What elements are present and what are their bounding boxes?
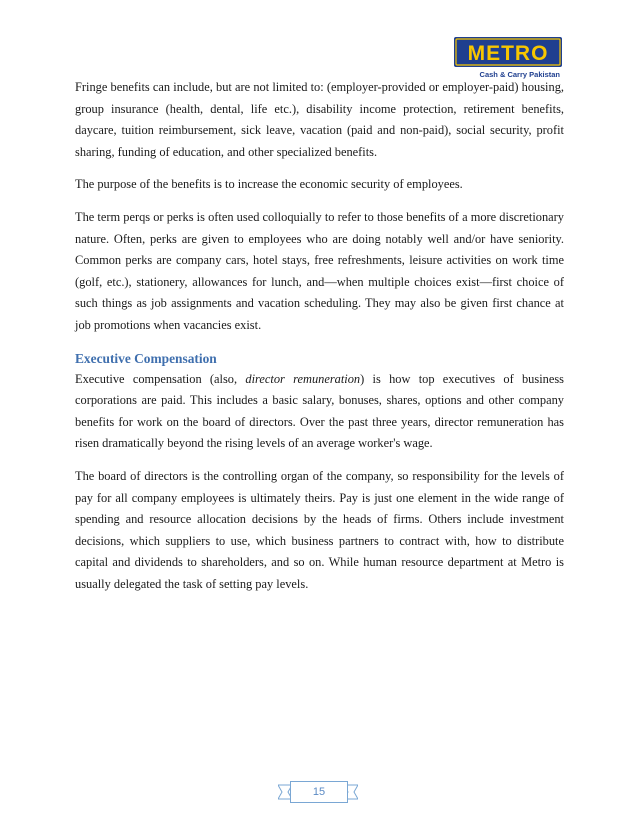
p4-italic-term: director remuneration xyxy=(245,371,361,386)
logo-tagline: Cash & Carry Pakistan xyxy=(479,70,560,79)
document-body xyxy=(75,77,564,606)
paragraph-executive-compensation xyxy=(75,369,564,455)
p4-text-end: ) is how top executives of business corporations are paid. This includes a basic salary, bonuses, shares, options and other company benefits for work on the board of directors. Over the past three years, director remuneration has risen dramatically beyond the rising levels of an average worker's wage. xyxy=(75,371,564,451)
logo-brand: METRO xyxy=(467,42,549,65)
section-heading: Executive Compensation xyxy=(75,350,217,366)
paragraph-perks: The term perqs or perks is often used colloquially to refer to those benefits of a more discretionary nature. Often, perks are given to employees who are doing notably well and/or have seniority. Common perks are company cars, hotel stays, free refreshments, leisure activities on work time (golf, etc.), stationery, allowances for lunch, and—when multiple choices exist—first choice of such things as job assignments and vacation scheduling. They may also be given first chance at job promotions when vacancies exist. xyxy=(75,209,564,332)
paragraph-benefits-purpose: The purpose of the benefits is to increase the economic security of employees. xyxy=(75,177,463,192)
page-number: 15 xyxy=(290,781,348,803)
paragraph-fringe-benefits: Fringe benefits can include, but are not limited to: (employer-provided or employer-paid) housing, group insurance (health, dental, life etc.), disability income protection, retirement benefits, daycare, tuition reimbursement, sick leave, vacation (paid and non-paid), social security, profit sharing, funding of education, and other specialized benefits. xyxy=(75,80,564,159)
page-number-badge xyxy=(290,781,346,803)
p4-text-start: Executive compensation (also, xyxy=(75,371,246,386)
metro-logo xyxy=(454,37,562,79)
paragraph-board-of-directors: The board of directors is the controlling organ of the company, so responsibility for the levels of pay for all company employees is ultimately theirs. Pay is just one element in the wide range of spending and resource allocation decisions by the heads of firms. Others include investment decisions, which suppliers to use, which business partners to contract with, how to distribute capital and dividends to shareholders, and so on. While human resource department at Metro is usually delegated the task of setting pay levels. xyxy=(75,468,564,591)
